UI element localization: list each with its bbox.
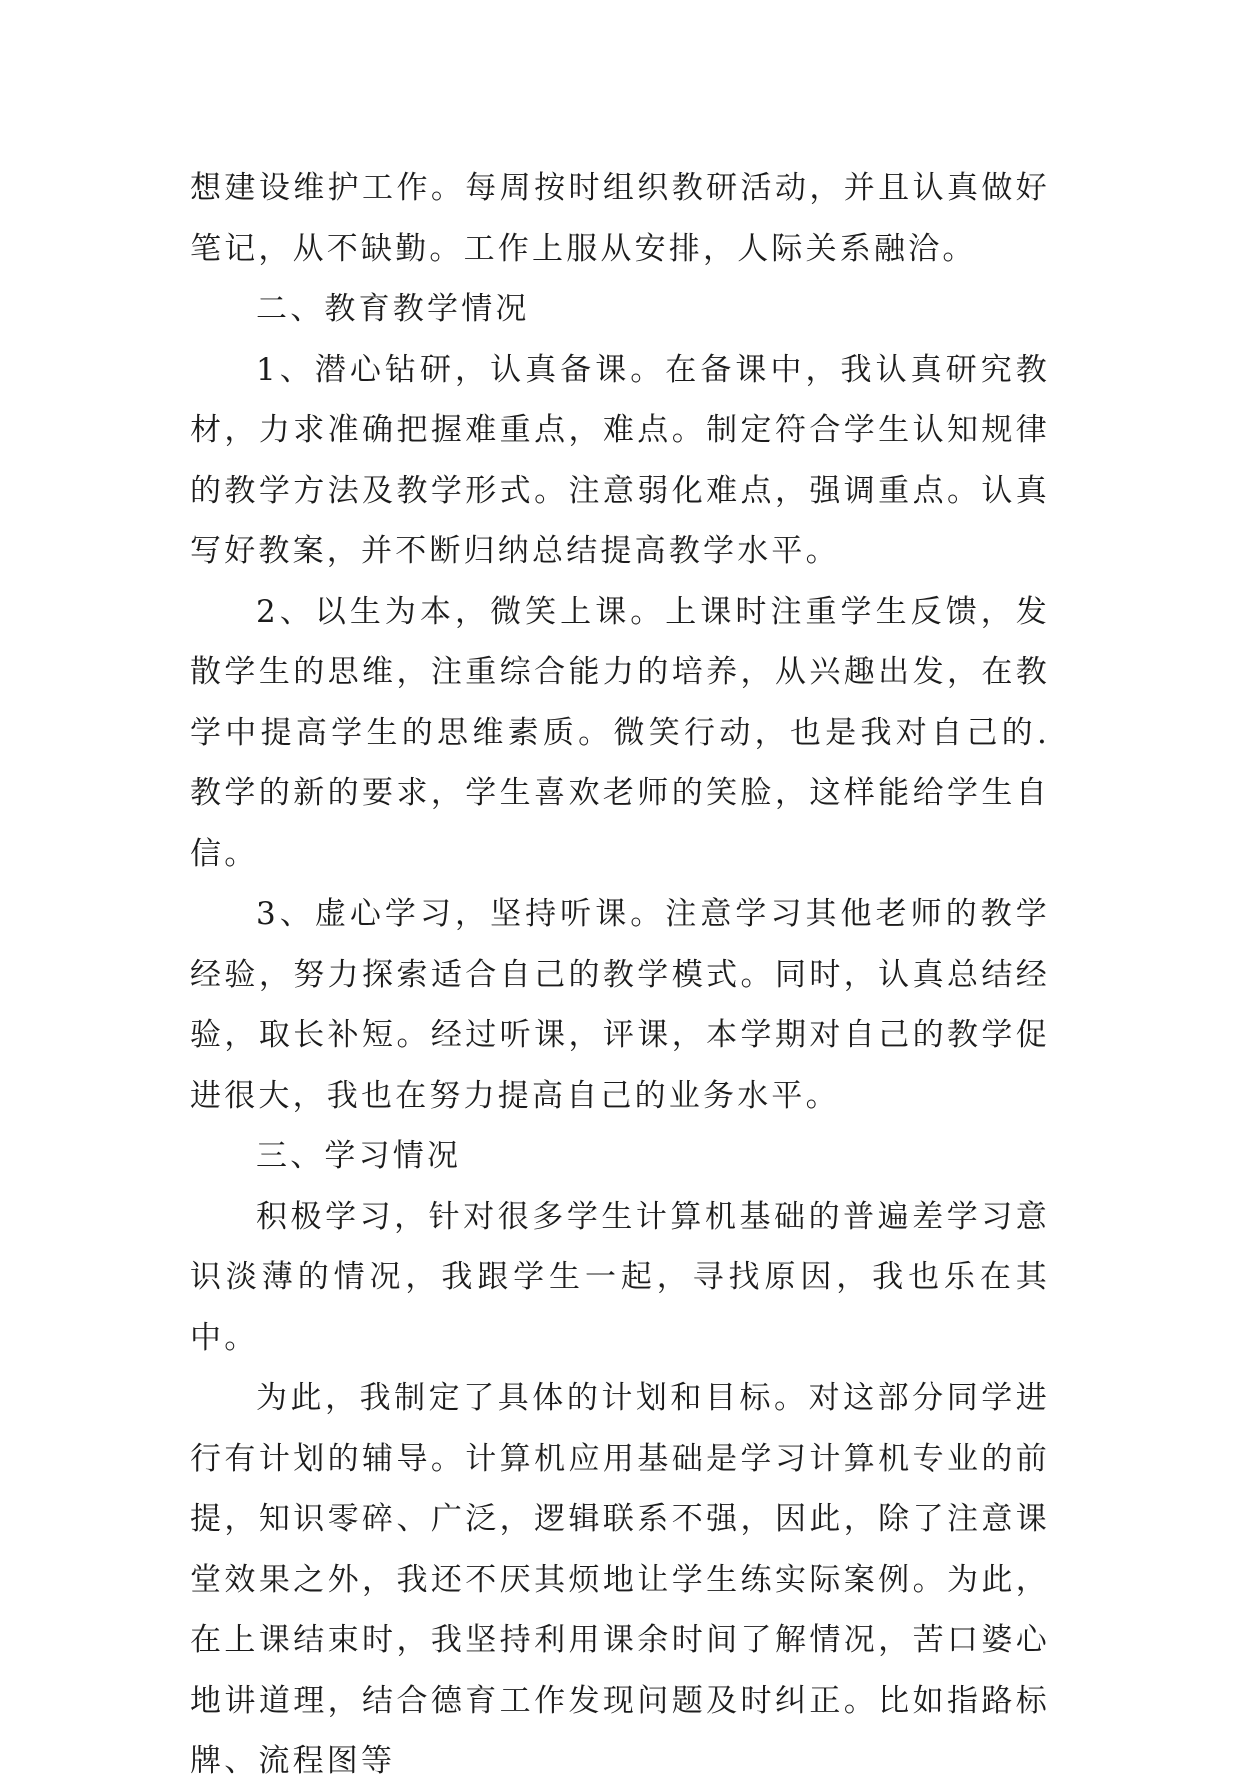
- section-heading-study: 三、学习情况: [256, 1138, 462, 1174]
- paragraph-study-2: 为此，我制定了具体的计划和目标。对这部分同学进行有计划的辅导。计算机应用基础是学习计算机专业的前提，知识零碎、广泛，逻辑联系不强，因此，除了注意课堂效果之外，我还不厌其烦地让学生练实际案例。为此，在上课结束时，我坚持利用课余时间了解情况，苦口婆心地讲道理，结合德育工作发现问题及时纠正。比如指路标牌、流程图等: [190, 1380, 1050, 1779]
- document-body: [190, 158, 1050, 1792]
- paragraph-continued: 想建设维护工作。每周按时组织教研活动，并且认真做好笔记，从不缺勤。工作上服从安排，人际关系融洽。: [190, 170, 1050, 267]
- paragraph-item-3: 3、虚心学习，坚持听课。注意学习其他老师的教学经验，努力探索适合自己的教学模式。同时，认真总结经验，取长补短。经过听课，评课，本学期对自己的教学促进很大，我也在努力提高自己的业务水平。: [190, 896, 1050, 1114]
- paragraph-item-1: 1、潜心钻研，认真备课。在备课中，我认真研究教材，力求准确把握难重点，难点。制定符合学生认知规律的教学方法及教学形式。注意弱化难点，强调重点。认真写好教案，并不断归纳总结提高教学水平。: [190, 351, 1050, 569]
- paragraph-item-2: 2、以生为本，微笑上课。上课时注重学生反馈，发散学生的思维，注重综合能力的培养，从兴趣出发，在教学中提高学生的思维素质。微笑行动，也是我对自己的.教学的新的要求，学生喜欢老师的笑脸，这样能给学生自信。: [190, 593, 1050, 872]
- section-heading-teaching: 二、教育教学情况: [256, 291, 530, 327]
- paragraph-study-1: 积极学习，针对很多学生计算机基础的普遍差学习意识淡薄的情况，我跟学生一起，寻找原因，我也乐在其中。: [190, 1198, 1050, 1356]
